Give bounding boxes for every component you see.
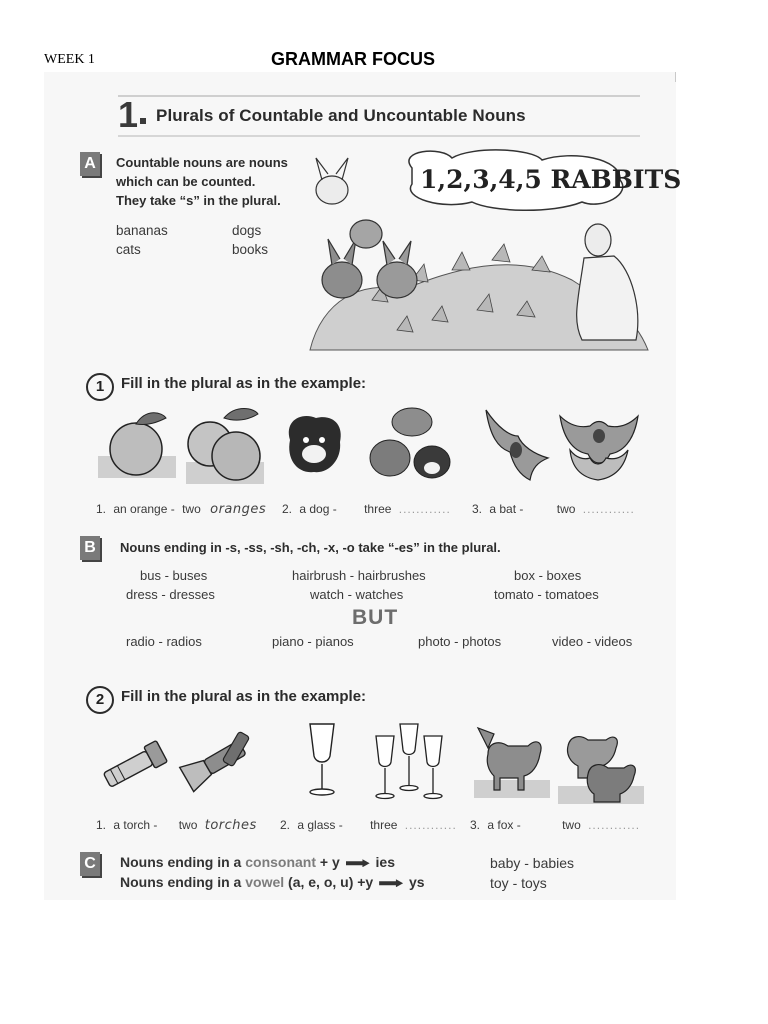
section-title: Plurals of Countable and Uncountable Nouns: [156, 106, 526, 125]
dog-image: [282, 410, 348, 480]
word-bananas: bananas: [116, 223, 168, 238]
week-label: WEEK 1: [44, 52, 95, 67]
ex1-item2-num: 2.: [282, 502, 293, 516]
ex2-item2-num: 2.: [280, 818, 291, 832]
example-baby: baby - babies: [490, 855, 575, 871]
rule1-result: ies: [375, 854, 396, 870]
ex2-item2-count: three: [370, 818, 398, 832]
orange-image: [96, 404, 178, 482]
pair-bus: bus - buses: [140, 568, 208, 583]
rule1-key: consonant: [245, 854, 317, 870]
part-a-rule-line3: They take “s” in the plural.: [116, 193, 281, 208]
rabbits-illustration: [302, 150, 682, 350]
exception-photo: photo - photos: [418, 634, 502, 649]
ex1-item3-answer[interactable]: ............: [582, 502, 635, 516]
word-books: books: [232, 242, 269, 257]
ex2-item3-answer[interactable]: ............: [588, 818, 641, 832]
ex2-item1-answer: torches: [204, 818, 257, 833]
pair-watch: watch - watches: [310, 587, 404, 602]
oranges-image: [184, 404, 266, 486]
ex2-item2: [280, 818, 457, 832]
part-a-rule-line2: which can be counted.: [116, 174, 256, 189]
ex1-item1: [96, 502, 266, 517]
rule2-result: ys: [409, 874, 425, 890]
rabbits-caption: 1,2,3,4,5 RABBITS: [420, 165, 682, 194]
exercise-1-instruction: Fill in the plural as in the example:: [121, 375, 367, 392]
ex1-item3-num: 3.: [472, 502, 483, 516]
dogs-image: [366, 404, 458, 484]
ex2-item3-singular: a fox -: [487, 818, 521, 832]
pair-box: box - boxes: [514, 568, 582, 583]
ex1-item3-count: two: [556, 502, 576, 516]
bats-image: [556, 406, 642, 486]
ex2-item2-singular: a glass -: [297, 818, 343, 832]
section-number: 1: [118, 94, 139, 135]
part-c-rule-1: [120, 854, 395, 870]
rule2-key: vowel: [245, 874, 285, 890]
ex2-item1-num: 1.: [96, 818, 107, 832]
ex1-item2: [282, 502, 451, 516]
arrow-right-icon: [346, 859, 370, 867]
rule1-pre: Nouns ending in a: [120, 854, 242, 870]
ex2-item1-singular: a torch -: [113, 818, 158, 832]
arrow-right-icon: [379, 879, 403, 887]
ex2-item1: [96, 818, 257, 833]
rule2-pre: Nouns ending in a: [120, 874, 242, 890]
word-cats: cats: [116, 242, 141, 257]
ex2-item2-answer[interactable]: ............: [404, 818, 457, 832]
ex1-item2-answer[interactable]: ............: [398, 502, 451, 516]
ex1-item1-singular: an orange -: [113, 502, 175, 516]
exception-radio: radio - radios: [126, 634, 202, 649]
exception-video: video - videos: [552, 634, 633, 649]
ex1-item3: [472, 502, 635, 516]
rule2-post: (a, e, o, u) +y: [288, 874, 374, 890]
worksheet-page: [44, 72, 682, 900]
word-dogs: dogs: [232, 223, 262, 238]
but-heading: BUT: [352, 606, 399, 629]
ex1-item2-count: three: [364, 502, 392, 516]
badge-c: C: [80, 852, 100, 876]
glasses-image: [372, 720, 446, 804]
part-c-rule-2: [120, 874, 425, 890]
torches-image: [176, 724, 258, 800]
ex2-item3-num: 3.: [470, 818, 481, 832]
pair-dress: dress - dresses: [126, 587, 215, 602]
badge-a: A: [80, 152, 100, 176]
fox-image: [474, 724, 550, 800]
badge-b: B: [80, 536, 100, 560]
exception-piano: piano - pianos: [272, 634, 354, 649]
foxes-image: [558, 722, 644, 806]
part-b-rule: Nouns ending in -s, -ss, -sh, -ch, -x, -o take “-es” in the plural.: [120, 540, 501, 555]
heading-rule-bottom: [118, 135, 640, 137]
example-toy: toy - toys: [490, 875, 547, 891]
pair-hairbrush: hairbrush - hairbrushes: [292, 568, 426, 583]
pair-tomato: tomato - tomatoes: [494, 587, 599, 602]
ex2-item3-count: two: [562, 818, 581, 832]
glass-image: [302, 720, 342, 800]
ex1-item2-singular: a dog -: [299, 502, 337, 516]
ex2-item1-count: two: [178, 818, 198, 832]
heading-rule-top: [118, 95, 640, 97]
page-edge: [675, 72, 676, 82]
exercise-2-number: 2: [86, 686, 114, 714]
part-a-rule-line1: Countable nouns are nouns: [116, 155, 288, 170]
ex1-item1-num: 1.: [96, 502, 107, 516]
section-dot: [140, 118, 146, 124]
torch-image: [96, 736, 172, 798]
ex1-item1-answer: oranges: [210, 502, 267, 517]
bat-image: [474, 406, 552, 486]
rule1-post: + y: [319, 854, 340, 870]
ex1-item3-singular: a bat -: [489, 502, 524, 516]
section-heading: [118, 94, 640, 136]
ex2-item3: [470, 818, 640, 832]
part-a-rule: [116, 153, 288, 210]
ex1-item1-count: two: [182, 502, 201, 516]
exercise-1-number: 1: [86, 373, 114, 401]
page-title: GRAMMAR FOCUS: [271, 49, 435, 69]
exercise-2-instruction: Fill in the plural as in the example:: [121, 688, 367, 705]
